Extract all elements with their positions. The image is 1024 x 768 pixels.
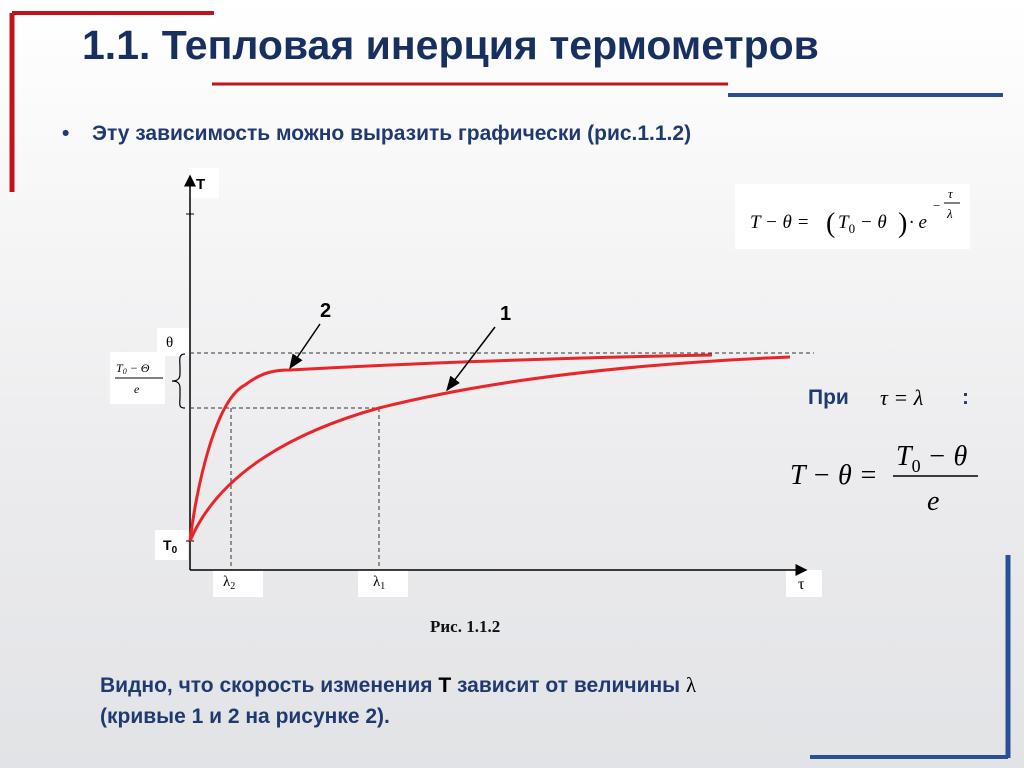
condition-colon: : [962, 386, 969, 409]
conclusion-text [100, 670, 696, 732]
lambda1-label: $\lambda_1$ [373, 574, 386, 592]
conclusion-line-2: (кривые 1 и 2 на рисунке 2). [100, 705, 390, 728]
conclusion-line-1 [100, 670, 696, 701]
x-axis-label: τ [798, 576, 805, 593]
curve-1-arrow [447, 327, 495, 390]
conclusion-part-1: Видно, что скорость изменения [100, 674, 439, 697]
when-label: При [808, 386, 849, 409]
formula-main-exp-num: τ [948, 186, 953, 201]
lambda2-label: $\lambda_2$ [223, 574, 236, 592]
condition-formula: τ = λ [880, 385, 924, 410]
formula-main-paren-open: ( [826, 208, 836, 239]
result-numerator: $T_0 - \theta$ [896, 441, 968, 476]
bullet-text: Эту зависимость можно выразить графически (рис.1.1.2) [92, 122, 692, 145]
formula-main-dot-e: · e [909, 212, 927, 233]
curve-2-arrow [290, 324, 320, 368]
formula-main-inner: $T_0 - \theta$ [838, 212, 887, 236]
formula-main-lhs: T − θ = [750, 212, 810, 233]
brace-denominator: e [134, 382, 140, 396]
bullet-symbol: • [62, 122, 70, 145]
slide-title: 1.1. Тепловая инерция термометров [82, 22, 819, 68]
brace [172, 354, 185, 408]
conclusion-T: T [438, 674, 452, 697]
conclusion-part-2: зависит от величины [451, 674, 686, 697]
curve-1 [190, 357, 790, 541]
conclusion-lambda: λ [685, 673, 697, 697]
lambda2-label-box [213, 570, 263, 597]
theta-label: θ [166, 335, 174, 351]
formula-main-exp-den: λ [947, 206, 953, 221]
curve-2-label: 2 [320, 300, 332, 322]
curve-2 [190, 355, 712, 541]
y-axis-label: T [196, 176, 206, 193]
figure-caption: Рис. 1.1.2 [430, 617, 501, 636]
result-lhs: T − θ = [790, 460, 878, 491]
curve-1-label: 1 [500, 303, 512, 325]
brace-numerator: T0 − Θ [116, 361, 150, 376]
result-denominator: e [927, 486, 940, 517]
t0-label: $T_0$ [163, 537, 178, 556]
formula-main-exp-minus: − [933, 198, 941, 213]
formula-main-paren-close: ) [898, 208, 908, 239]
